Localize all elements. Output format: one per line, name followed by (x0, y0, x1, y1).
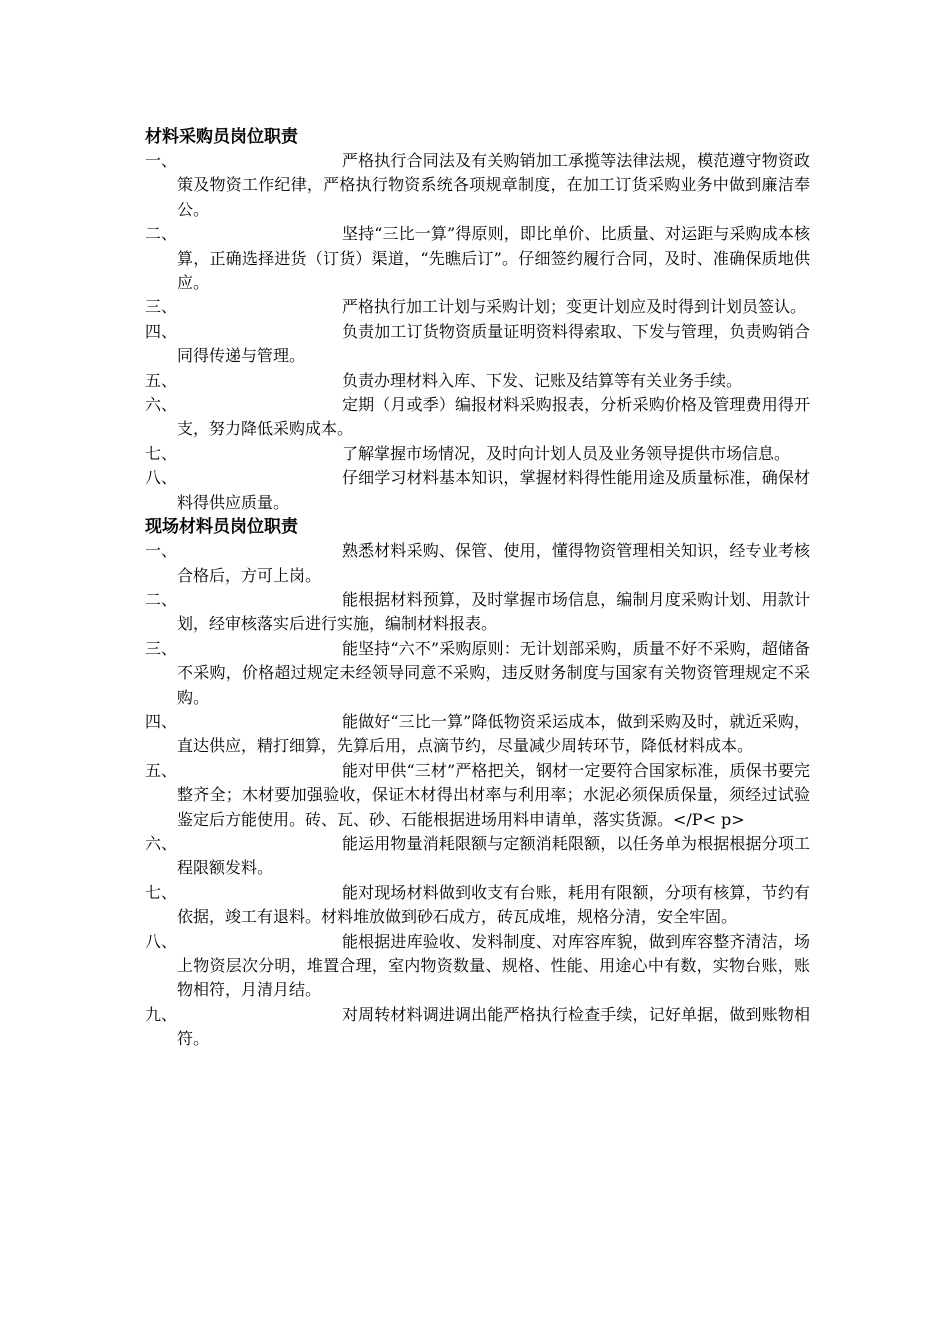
list-item (145, 222, 810, 295)
item-text: 严格执行加工计划与采购计划；变更计划应及时得到计划员签认。 (342, 297, 807, 317)
item-text: 能运用物量消耗限额与定额消耗限额，以任务单为根据根据分项工程限额发料。 (177, 833, 810, 878)
item-text: 能对甲供“三材”严格把关，钢材一定要符合国家标准，质保书要完整齐全；木材要加强验收，保证木材得出材率与利用率；水泥必须保质保量，须经过试验鉴定后方能使用。砖、瓦、砂、石能根据进场用料申请单，落实货源。</P< p> (177, 760, 810, 829)
list-item (145, 442, 810, 466)
item-text: 严格执行合同法及有关购销加工承揽等法律法规，模范遵守物资政策及物资工作纪律，严格执行物资系统各项规章制度，在加工订货采购业务中做到廉洁奉公。 (177, 151, 810, 219)
section-title: 材料采购员岗位职责 (145, 127, 298, 147)
item-text: 负责加工订货物资质量证明资料得索取、下发与管理，负责购销合同得传递与管理。 (177, 321, 810, 366)
list-item (145, 759, 810, 832)
item-number: 六、 (145, 833, 178, 853)
item-number: 八、 (145, 468, 178, 488)
list-item (145, 710, 810, 759)
item-text: 能根据进库验收、发料制度、对库容库貌，做到库容整齐清洁，场上物资层次分明，堆置合理，室内物资数量、规格、性能、用途心中有数，实物台账，账物相符，月清月结。 (177, 931, 810, 1000)
item-number: 二、 (145, 224, 178, 244)
list-item (145, 393, 810, 442)
item-text: 负责办理材料入库、下发、记账及结算等有关业务手续。 (342, 370, 743, 390)
list-item (145, 369, 810, 393)
item-number: 四、 (145, 711, 178, 731)
item-text: 能对现场材料做到收支有台账，耗用有限额，分项有核算，节约有依据，竣工有退料。材料堆放做到砂石成方，砖瓦成堆，规格分清，安全牢固。 (177, 882, 810, 927)
item-text: 坚持“三比一算”得原则，即比单价、比质量、对运距与采购成本核算，正确选择进货（订货）渠道，“先瞧后订”。仔细签约履行合同，及时、准确保质地供应。 (177, 224, 810, 293)
item-number: 五、 (145, 370, 178, 390)
item-number: 八、 (145, 931, 178, 951)
list-item (145, 466, 810, 515)
section-site-material (145, 515, 810, 1052)
list-item (145, 539, 810, 588)
item-number: 七、 (145, 882, 178, 902)
list-item (145, 149, 810, 222)
item-number: 二、 (145, 589, 178, 609)
section-title: 现场材料员岗位职责 (145, 517, 298, 538)
item-number: 四、 (145, 321, 178, 341)
item-number: 九、 (145, 1004, 178, 1024)
list-item (145, 320, 810, 369)
document-page (145, 125, 810, 1052)
list-item (145, 588, 810, 637)
item-number: 三、 (145, 638, 178, 658)
list-item (145, 832, 810, 881)
item-number: 三、 (145, 297, 178, 317)
list-item (145, 930, 810, 1003)
item-text: 对周转材料调进调出能严格执行检查手续，记好单据，做到账物相符。 (177, 1004, 810, 1049)
item-text: 能坚持“六不”采购原则：无计划部采购，质量不好不采购，超储备不采购，价格超过规定未经领导同意不采购，违反财务制度与国家有关物资管理规定不采购。 (177, 638, 810, 707)
list-item (145, 295, 810, 319)
list-item (145, 881, 810, 930)
item-text: 能根据材料预算，及时掌握市场信息，编制月度采购计划、用款计划，经审核落实后进行实施，编制材料报表。 (177, 589, 810, 634)
item-text: 定期（月或季）编报材料采购报表，分析采购价格及管理费用得开支，努力降低采购成本。 (177, 395, 810, 439)
item-text: 能做好“三比一算”降低物资采运成本，做到采购及时，就近采购，直达供应，精打细算，先算后用，点滴节约，尽量减少周转环节，降低材料成本。 (177, 711, 810, 756)
list-item (145, 637, 810, 710)
list-item (145, 1003, 810, 1052)
item-number: 一、 (145, 541, 178, 561)
section-procurement (145, 125, 810, 515)
item-number: 五、 (145, 760, 178, 780)
item-number: 七、 (145, 443, 178, 463)
item-number: 一、 (145, 151, 178, 170)
item-text: 仔细学习材料基本知识，掌握材料得性能用途及质量标准，确保材料得供应质量。 (177, 468, 810, 512)
item-text: 熟悉材料采购、保管、使用，懂得物资管理相关知识，经专业考核合格后，方可上岗。 (177, 541, 810, 585)
item-text: 了解掌握市场情况，及时向计划人员及业务领导提供市场信息。 (342, 443, 791, 463)
item-number: 六、 (145, 395, 178, 415)
